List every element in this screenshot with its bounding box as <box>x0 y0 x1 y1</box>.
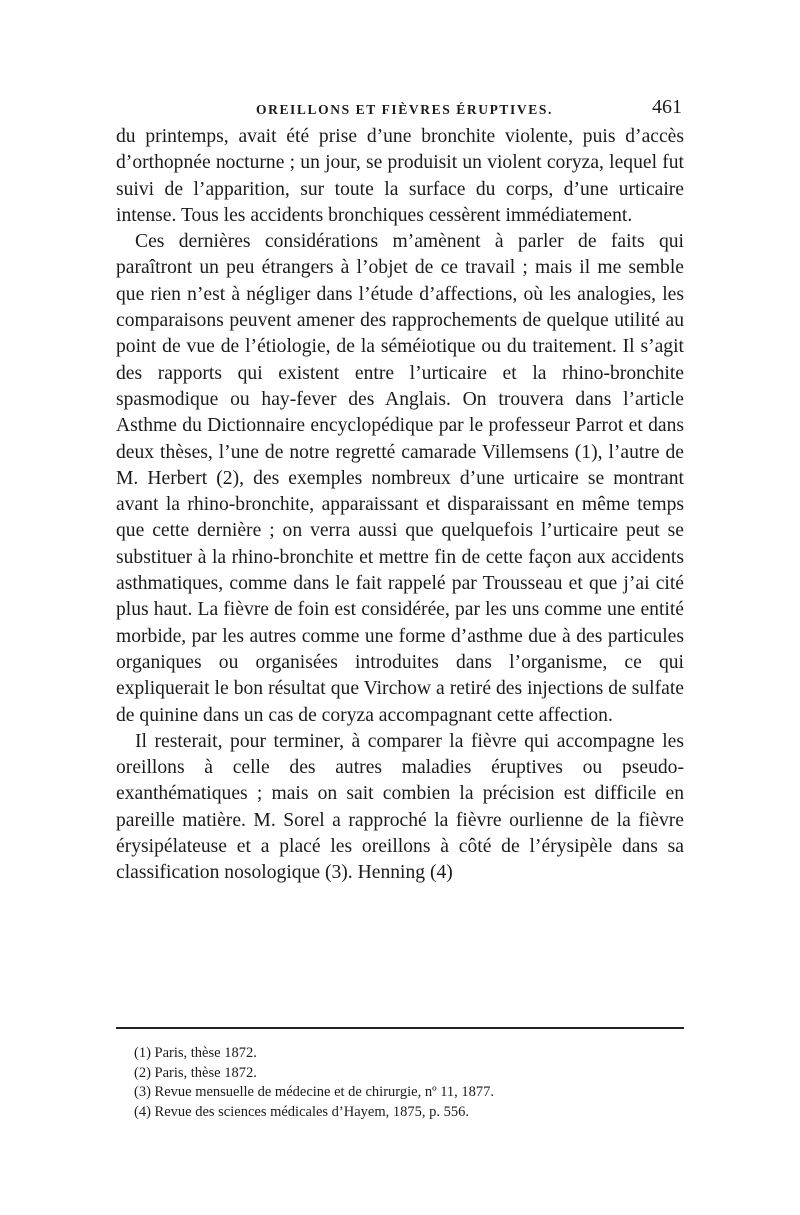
footnotes <box>134 1044 674 1122</box>
page-number: 461 <box>652 96 682 118</box>
footnote: (3) Revue mensuelle de médecine et de chirurgie, nº 11, 1877. <box>134 1084 495 1101</box>
page-header <box>116 96 684 126</box>
body-text <box>116 124 684 887</box>
footnote-divider <box>116 1027 684 1029</box>
paragraph: Ces dernières considérations m’amènent à parler de faits qui paraîtront un peu étrangers à l’objet de ce travail ; mais il me semble que rien n’est à négliger dans l’étude d’affections, où les analogies, les comparaisons peuvent amener des rapprochements de quelque utilité au point de vue de l’étiologie, de la séméiotique ou du traitement. Il s’agit des rapports qui existent entre l’urticaire et la rhino-bronchite spasmodique ou hay-fever des Anglais. On trouvera dans l’article Asthme du Dictionnaire encyclopédique par le professeur Parrot et dans deux thèses, l’une de notre regretté camarade Villemsens (1), l’autre de M. Herbert (2), des exemples nombreux d’une urticaire se montrant avant la rhino-bronchite, apparaissant et disparaissant en même temps que cette dernière ; on verra aussi que quelquefois l’urticaire peut se substituer à la rhino-bronchite et mettre fin de cette façon aux accidents asthmatiques, comme dans le fait rappelé par Trousseau et que j’ai cité plus haut. La fièvre de foin est considérée, par les uns comme une entité morbide, par les autres comme une forme d’asthme due à des particules organiques ou organisées introduites dans l’organisme, ce qui expliquerait le bon résultat que Virchow a retiré des injections de sulfate de quinine dans un cas de coryza accompagnant cette affection. <box>116 231 684 726</box>
footnote: (4) Revue des sciences médicales d’Hayem, 1875, p. 556. <box>134 1103 470 1120</box>
footnote: (2) Paris, thèse 1872. <box>134 1064 257 1081</box>
footnote: (1) Paris, thèse 1872. <box>134 1045 257 1061</box>
running-title: OREILLONS ET FIÈVRES ÉRUPTIVES. <box>256 102 553 117</box>
paragraph-continued: du printemps, avait été prise d’une bronchite violente, puis d’accès d’orthopnée nocturne ; un jour, se produisit un violent coryza, lequel fut suivi de l’apparition, sur toute la surface du corps, d’une urticaire intense. Tous les accidents bronchiques cessèrent immédiatement. <box>116 126 684 226</box>
paragraph: Il resterait, pour terminer, à comparer la fièvre qui accompagne les oreillons à celle des autres maladies éruptives ou pseudo-exanthématiques ; mais on sait combien la précision est difficile en pareille matière. M. Sorel a rapproché la fièvre ourlienne de la fièvre érysipélateuse et a placé les oreillons à côté de l’érysipèle dans sa classification nosologique (3). Henning (4) <box>116 730 684 884</box>
